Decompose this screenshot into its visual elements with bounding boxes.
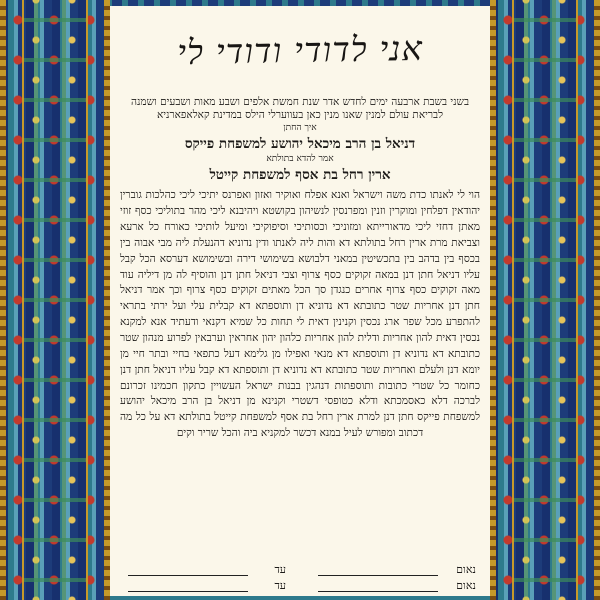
witness-label-1: עד <box>274 563 286 576</box>
signature-line-1a <box>318 563 438 576</box>
signature-line-2b <box>128 579 248 592</box>
bride-name: ארין רחל בת אסף למשפחת קייטל <box>209 167 391 184</box>
right-border-vine-pattern <box>512 0 578 600</box>
bride-label: אמר להדא בתולתא <box>266 154 334 165</box>
ketubah-body-text: הוי לי לאנתו כדת משה וישראל ואנא אפלח ואוקיר ואזון ואפרנס יתיכי ליכי כהלכות גוברין יהודאין דפלחין ומוקרין וזנין ומפרנסין לנשיהון בקושטא ויהיבנא ליכי מהר בתוליכי כסף זוזי מאתן דחזי ליכי מדאורייתא ומזוניכי וכסותיכי וסיפוקיכי ומיעל לותיכי כאורח כל ארעא וצביאת מרת ארין רחל בתולתא דא והות ליה לאנתו ודין נדוניא דהנעלת ליה מבי אבוה בין בכסף בין בדהב בין בתכשיטין במאני דלבושא בשימושי דירה ובשימושא דערסא הכל קבל עליו דניאל חתן דנן במאה זקוקים כסף צרוף וצבי דניאל חתן דנן והוסיף לה מן דיליה עוד מאה זקוקים כסף צרוף אחרים כנגדן סך הכל מאתים זקוקים כסף צרוף וכך אמר דניאל חתן דנן אחריות שטר כתובתא דא נדוניא דן ותוספתא דא קבלית עלי ועל ירתי בתראי להתפרע מכל שפר ארג נכסין וקנינין דאית לי תחות כל שמיא דקנאי ודעתיד אנא למקנא נכסין דאית להון אחריות ודלית להון אחריות כלהון יהון אחראין וערבאין לפרוע מנהון שטר כתובתא דא נדוניא דן ותוספתא דא מנאי ואפילו מן גלימא דעל כתפאי בחיי ובתר חיי מן יומא דנן ולעלם ואחריות שטר כתובתא דא נדוניא דן ותוספתא דא קבל עליו דניאל חתן דנן כחומר כל שטרי כתובות ותוספתות דנהגין בבנות ישראל העשויין כתקון חכמינו זכרונם לברכה דלא כאסמכתא ודלא כטופסי דשטרי וקנינא מן דניאל בן הרב מיכאל יהושע למשפחת פייקס חתן דנן למרת ארין רחל בת אסף למשפחת קייטל בתולתא דא על כל מה דכתוב ומפורש לעיל במנא דכשר למקניא ביה והכל שריר וקים <box>120 189 480 440</box>
signature-row-2 <box>124 579 476 592</box>
witness-label-2: עד <box>274 579 286 592</box>
bottom-border-strip <box>110 596 490 600</box>
groom-label: איך החתן <box>283 123 317 134</box>
neum-label-2: נאום <box>456 579 476 592</box>
left-ornamental-border <box>0 0 110 600</box>
signature-row-1 <box>124 563 476 576</box>
neum-label-1: נאום <box>456 563 476 576</box>
groom-name: דניאל בן הרב מיכאל יהושע למשפחת פייקס <box>184 136 416 153</box>
left-border-vine-pattern <box>22 0 88 600</box>
signature-line-1b <box>128 563 248 576</box>
opening-paragraph: בשני בשבת ארבעה ימים לחדש אדר שנת חמשת אלפים ושבע מאות ושבעים ושמנה לבריאת עולם למנין שאנו מנין כאן בעווערלי הילס במדינת קאלאפארניא <box>130 96 470 122</box>
ketubah-text-panel <box>112 6 488 596</box>
right-ornamental-border <box>490 0 600 600</box>
signature-line-2a <box>318 579 438 592</box>
ketubah-title: אני לדודי ודודי לי <box>176 28 424 74</box>
